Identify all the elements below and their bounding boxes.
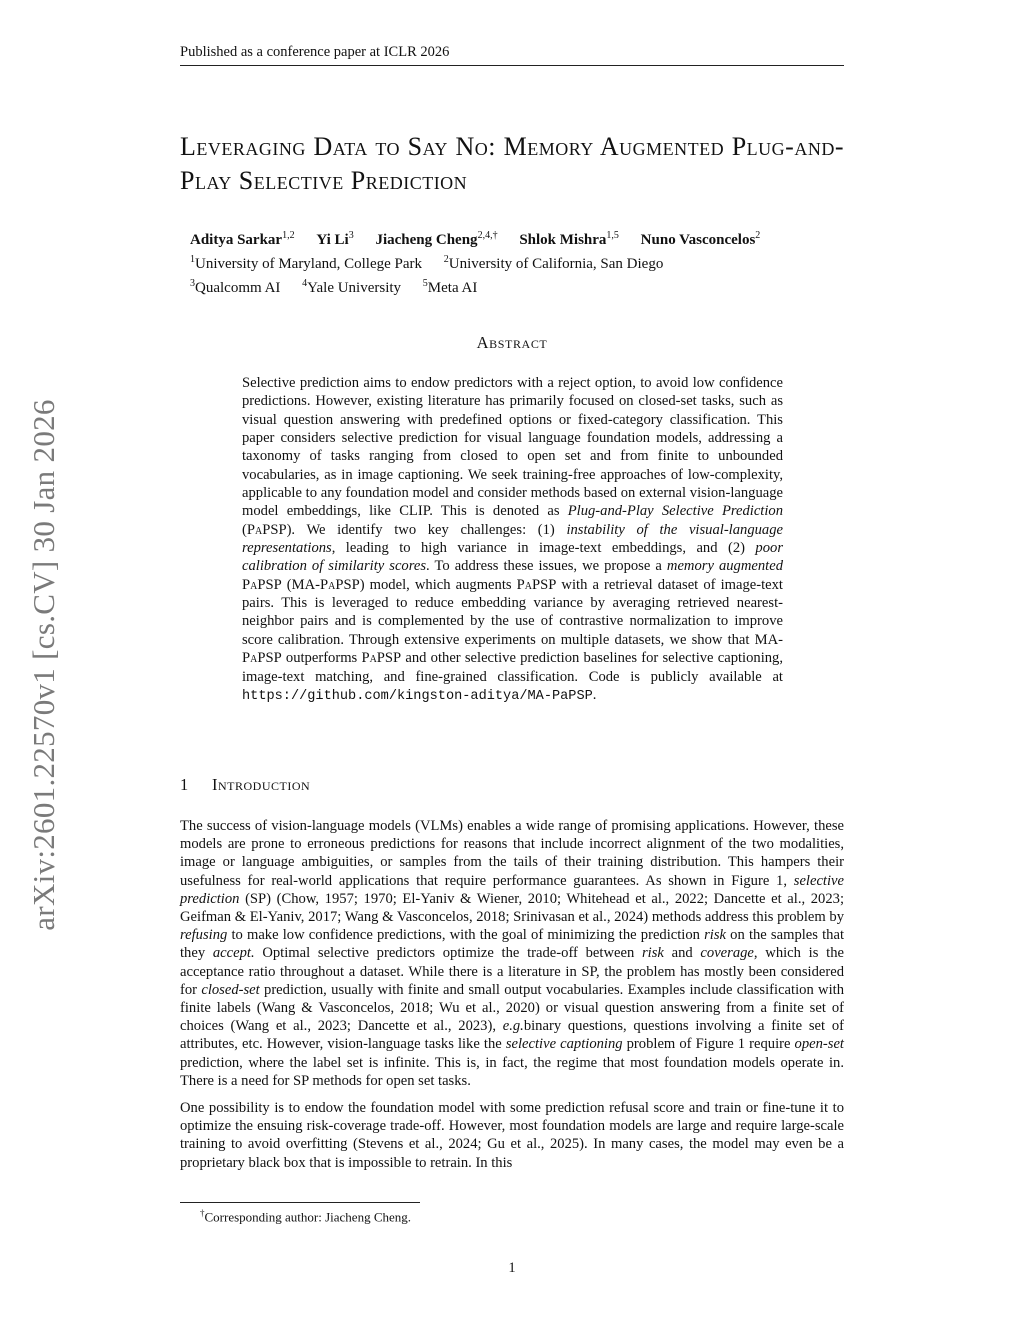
abstract-text: , leading to high variance in image-text embeddings, and (2) [331, 540, 756, 557]
paragraph: One possibility is to endow the foundation model with some prediction refusal score and train or fine-tune it to optimize the ensuing risk-coverage trade-off. However, most foundation models are large and require large-scale training to avoid overfitting (Stevens et al., 2024; Gu et al., 2025). In many cases, the model may even be a proprietary black box that is impossible to retrain. In this [180, 1100, 844, 1171]
author-affiliation-mark: 2 [755, 230, 761, 241]
affiliation-line [190, 274, 760, 298]
affiliation-mark: 2 [443, 254, 449, 265]
affiliation: Meta AI [427, 280, 478, 296]
section-title: Introduction [212, 775, 311, 794]
section-heading [180, 775, 310, 795]
body-text: (SP) (Chow, 1957; 1970; El-Yaniv & Wiener, 2010; Whitehead et al., 2022; Dancette et al., 2023; Geifman & El-Yaniv, 2017; Wang & Vasconcelos, 2018; Srinivasan et al., 2024) methods address this problem by [180, 890, 844, 926]
section-number: 1 [180, 775, 189, 794]
author-name: Shlok Mishra [519, 232, 607, 248]
arxiv-stamp-container [26, 370, 62, 960]
abstract-text: . [592, 686, 597, 703]
body-emphasis: selective captioning [505, 1036, 623, 1053]
abstract-text: ( [242, 521, 247, 538]
body-emphasis: selective prediction [180, 872, 844, 907]
code-url-link[interactable]: https://github.com/kingston-aditya/MA-PaPSP [242, 688, 593, 704]
body-text: prediction, usually with finite and small output vocabularies. Examples include classification with finite labels (Wang & Vasconcelos, 2018; Wu et al., 2020) or visual question answering from a finite set of choices (Wang et al., 2023; Dancette et al., 2023), [180, 981, 844, 1035]
abstract-heading: Abstract [476, 333, 548, 352]
abstract-body [242, 374, 783, 706]
footnote-mark: † [200, 1208, 205, 1218]
running-header: Published as a conference paper at ICLR 2026 [180, 44, 450, 60]
author-affiliation-mark: 3 [348, 230, 354, 241]
affiliation-line [190, 250, 760, 274]
author-block [190, 226, 760, 298]
body-emphasis: open-set [794, 1036, 844, 1053]
body-emphasis: risk [704, 927, 727, 944]
abstract-text: with a retrieval dataset of image-text pairs. This is leveraged to reduce embedding variance by averaging retrieved nearest-neighbor pairs and is complemented by the use of contrastive normalization to improve score calibration. Through extensive experiments on multiple datasets, we show that [242, 576, 783, 648]
method-name: MA-PaPSP [291, 576, 360, 593]
body-text: The success of vision-language models (VLMs) enables a wide range of promising applications. However, these models are prone to erroneous predictions for reasons that include incorrect alignment of the two modalities, image or language ambiguities, or samples from the tails of their training distribution. This hampers their usefulness for real-world applications that require performance guarantees. As shown in Figure 1, [180, 818, 844, 889]
abstract-emphasis: poor calibration of similarity scores [242, 540, 783, 575]
affiliation-mark: 3 [190, 278, 195, 289]
header-rule [180, 65, 844, 66]
body-emphasis: coverage [700, 945, 754, 962]
affiliation: University of California, San Diego [448, 256, 664, 272]
body-text: to make low confidence predictions, with the goal of minimizing the prediction [227, 927, 705, 944]
body-text: problem of Figure 1 require [622, 1036, 795, 1053]
footnote [200, 1208, 411, 1225]
author-affiliation-mark: 1,2 [282, 230, 295, 241]
author-name: Yi Li [316, 232, 349, 248]
footnote-text: Corresponding author: Jiacheng Cheng. [204, 1209, 412, 1225]
author-name: Nuno Vasconcelos [640, 232, 756, 248]
abstract-text: ( [281, 576, 292, 593]
method-name: MA-PaPSP [242, 631, 783, 667]
abstract-emphasis: Plug-and-Play Selective Prediction [567, 503, 784, 520]
affiliation: University of Maryland, College Park [195, 256, 423, 272]
author-affiliation-mark: 2,4,† [477, 230, 498, 241]
method-name: PaPSP [516, 576, 557, 593]
method-name: PaPSP [361, 650, 402, 667]
abstract-text: outperforms [281, 650, 362, 667]
body-text: prediction, where the label set is infinite. This is, in fact, the regime that most foundation models operate in. There is a need for SP methods for open set tasks. [180, 1054, 844, 1089]
arxiv-stamp: arXiv:2601.22570v1 [cs.CV] 30 Jan 2026 [26, 399, 61, 931]
author-name: Jiacheng Cheng [375, 232, 478, 248]
body-emphasis: e.g. [502, 1018, 524, 1035]
affiliation: Yale University [307, 280, 402, 296]
method-name: PaPSP [246, 521, 287, 538]
affiliation-mark: 5 [422, 278, 428, 289]
author-list [190, 226, 760, 250]
paragraph [180, 817, 844, 1090]
body-text: and [663, 945, 701, 962]
abstract-emphasis: memory augmented [666, 558, 783, 575]
body-emphasis: refusing [180, 927, 228, 944]
page-number: 1 [508, 1260, 516, 1276]
paper-title: Leveraging Data to Say No: Memory Augmented Plug-and-Play Selective Prediction [180, 132, 844, 195]
method-name: PaPSP [242, 576, 282, 593]
author-name: Aditya Sarkar [190, 232, 283, 248]
author-affiliation-mark: 1,5 [606, 230, 619, 241]
body-text: Optimal selective predictors optimize the trade-off between [254, 945, 642, 962]
abstract-text: and other selective prediction baselines for selective captioning, image-text matching, and fine-grained classification. Code is publicly available at [242, 650, 783, 685]
body-emphasis: risk [641, 945, 664, 962]
footnote-rule [180, 1202, 420, 1203]
body-emphasis: accept. [212, 945, 255, 962]
body-text: , which is the acceptance ratio throughout a dataset. While there is a literature in SP, the problem has mostly been considered for [180, 945, 844, 998]
abstract-text: ) model, which augments [359, 576, 517, 593]
body-text: on the samples that they [180, 927, 844, 962]
affiliation-mark: 4 [302, 278, 308, 289]
body-emphasis: closed-set [201, 981, 260, 998]
abstract-text: Selective prediction aims to endow predictors with a reject option, to avoid low confidence predictions. However, existing literature has primarily focused on closed-set tasks, such as visual question answering with predefined options or fixed-category classification. This paper considers selective prediction for visual language foundation models, addressing a taxonomy of tasks ranging from closed to open set and from finite to unbounded vocabularies, as in image captioning. We seek training-free approaches of low-complexity, applicable to any foundation model and consider methods based on external vision-language model embeddings, like CLIP. This is denoted as [242, 375, 783, 520]
affiliation-mark: 1 [190, 254, 195, 265]
introduction-body [180, 817, 844, 1181]
body-text: binary questions, questions involving a finite set of attributes, etc. However, vision-language tasks like the [180, 1018, 844, 1053]
affiliation: Qualcomm AI [195, 280, 281, 296]
abstract-text: ). We identify two key challenges: (1) [286, 521, 567, 538]
abstract-emphasis: instability of the visual-language representations [242, 521, 783, 557]
abstract-text: . To address these issues, we propose a [426, 558, 667, 575]
